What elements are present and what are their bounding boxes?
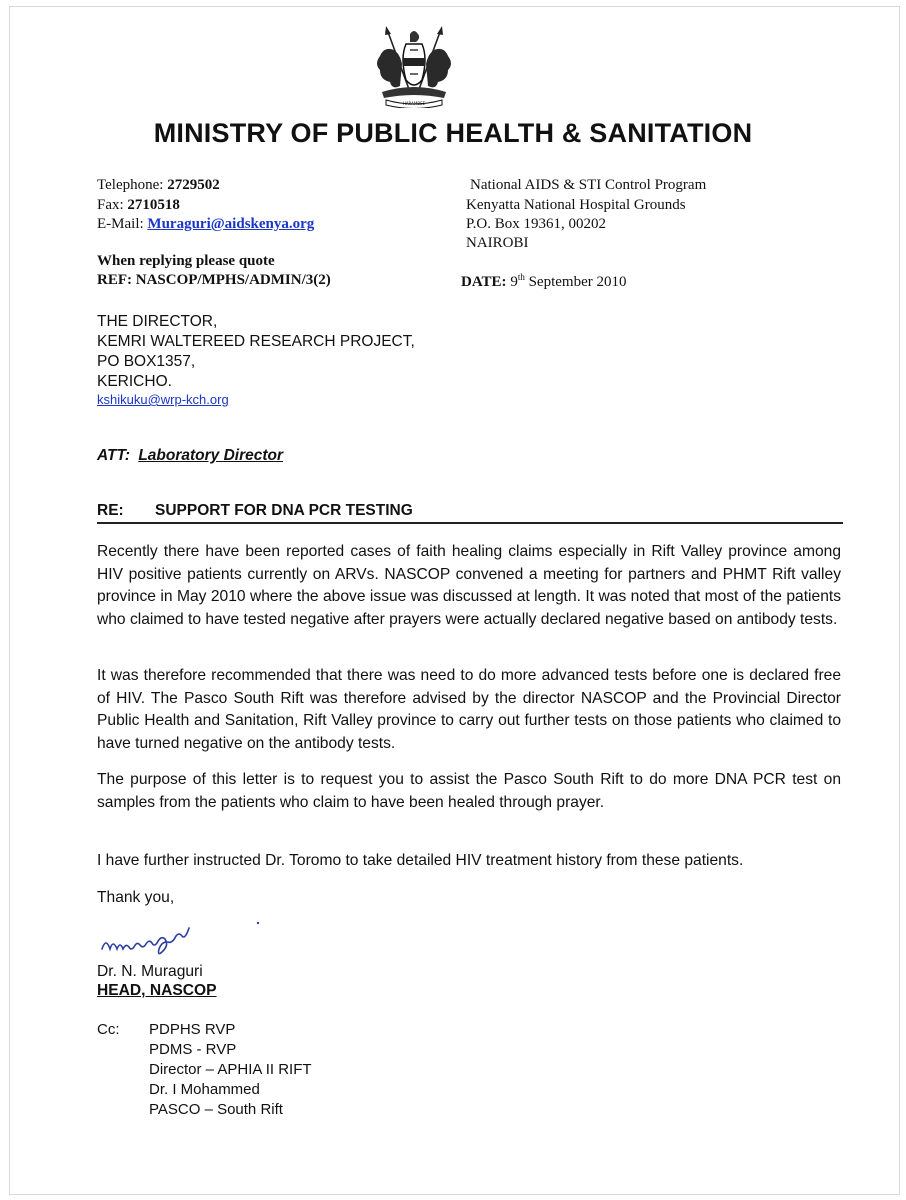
subject-label: RE: (97, 502, 124, 519)
fax-value: 2710518 (127, 197, 180, 213)
date-label: DATE: (461, 274, 507, 290)
cc-item: Dr. I Mohammed (149, 1081, 260, 1098)
fax-label: Fax: (97, 197, 124, 213)
signer-name: Dr. N. Muraguri (97, 963, 203, 980)
sender-email-link[interactable]: Muraguri@aidskenya.org (147, 216, 315, 232)
recipient-line3: PO BOX1357, (97, 353, 196, 370)
signature-icon (100, 915, 270, 965)
date-day: 9 (510, 274, 518, 290)
reference-number: REF: NASCOP/MPHS/ADMIN/3(2) (97, 272, 331, 288)
body-paragraph-4: I have further instructed Dr. Toromo to take detailed HIV treatment history from these patients. (97, 852, 744, 869)
date-line (461, 272, 626, 291)
cc-item: PDPHS RVP (149, 1021, 236, 1038)
recipient-line4: KERICHO. (97, 373, 172, 390)
page-title: MINISTRY OF PUBLIC HEALTH & SANITATION (153, 118, 753, 148)
email-label: E-Mail: (97, 216, 144, 232)
date-rest: September 2010 (528, 274, 627, 290)
signer-title: HEAD, NASCOP (97, 982, 217, 999)
recipient-email-link[interactable]: kshikuku@wrp-kch.org (97, 392, 229, 407)
attention-value: Laboratory Director (138, 447, 284, 464)
recipient-line1: THE DIRECTOR, (97, 313, 218, 330)
cc-item: Director – APHIA II RIFT (149, 1061, 312, 1078)
telephone-label: Telephone: (97, 177, 164, 193)
reply-note: When replying please quote (97, 253, 275, 269)
body-paragraph-3: The purpose of this letter is to request you to assist the Pasco South Rift to do more DNA PCR test on samples from the patients who claim to have been healed through prayer. (97, 771, 841, 811)
sender-address-line2: Kenyatta National Hospital Grounds (466, 197, 686, 213)
svg-text:HARAMBEE: HARAMBEE (402, 101, 426, 106)
telephone-line (97, 177, 220, 194)
body-paragraph-2: It was therefore recommended that there was need to do more advanced tests before one is declared free of HIV. The Pasco South Rift was therefore advised by the director NASCOP and the Provincial Director Public Health and Sanitation, Rift Valley province to carry out further tests on those patients who claimed to have turned negative on the antibody tests. (97, 667, 841, 752)
kenya-coat-of-arms-icon (370, 22, 458, 108)
attention-label: ATT: (97, 447, 130, 464)
fax-line (97, 197, 180, 214)
recipient-line2: KEMRI WALTEREED RESEARCH PROJECT, (97, 333, 415, 350)
sender-address-line4: NAIROBI (466, 235, 529, 251)
sender-address-line3: P.O. Box 19361, 00202 (466, 216, 607, 232)
body-paragraph-1: Recently there have been reported cases of faith healing claims especially in Rift Valley province among HIV positive patients currently on ARVs. NASCOP convened a meeting for partners and PHMT Rift valley province in May 2010 where the above issue was discussed at length. It was noted that most of the patients who claimed to have tested negative after prayers were actually declared negative based on antibody tests. (97, 543, 841, 628)
subject-value: SUPPORT FOR DNA PCR TESTING (155, 502, 413, 519)
cc-item: PASCO – South Rift (149, 1101, 283, 1118)
cc-label: Cc: (97, 1021, 120, 1038)
date-suffix: th (517, 272, 525, 282)
telephone-value: 2729502 (167, 177, 220, 193)
attention-line (97, 447, 283, 465)
subject-divider (97, 522, 843, 524)
email-line (97, 216, 314, 233)
closing-thanks: Thank you, (97, 889, 175, 906)
cc-item: PDMS - RVP (149, 1041, 237, 1058)
sender-address-line1: National AIDS & STI Control Program (470, 177, 707, 193)
